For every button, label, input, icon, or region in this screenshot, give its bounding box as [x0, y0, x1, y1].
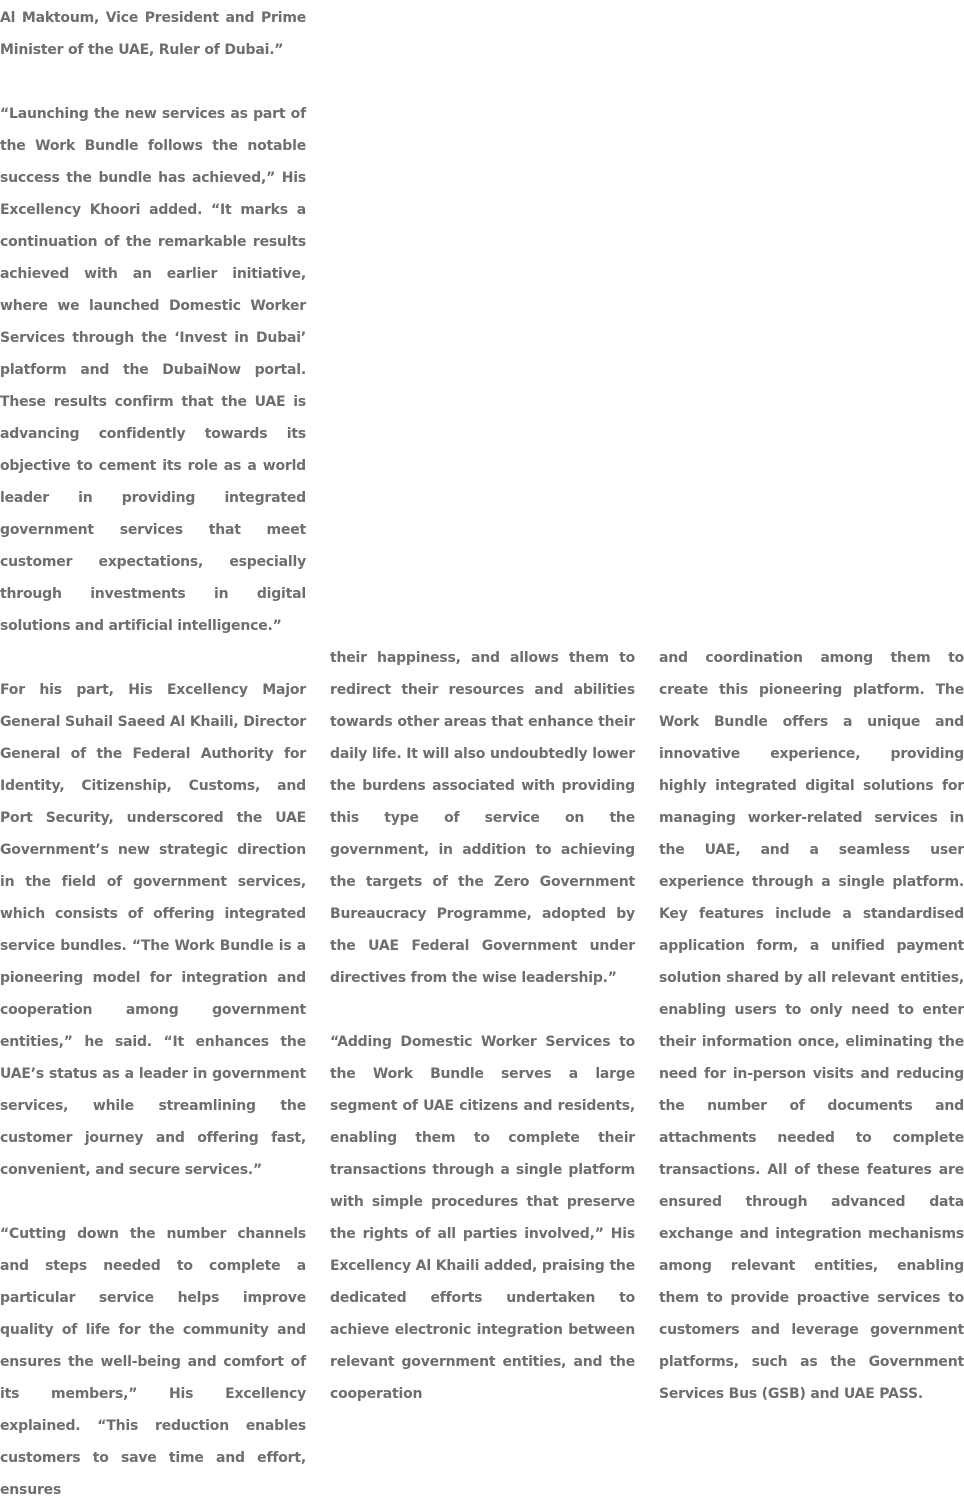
paragraph: and coordination among them to create this pioneering platform. The Work Bundle offers a unique and innovative experience, providing highly integrated digital solutions for managing worker-related services in the UAE, and a seamless user experience through a single platform. Key features include a standardised application form, a unified payment solution shared by all relevant entities, enabling users to only need to enter their information once, eliminating the need for in-person visits and reducing the number of documents and attachments needed to complete transactions. All of these features are ensured through advanced data exchange and integration mechanisms among relevant entities, enabling them to provide proactive services to customers and leverage government platforms, such as the Government Services Bus (GSB) and UAE PASS. [659, 650, 964, 1402]
article-column-2 [330, 642, 635, 1410]
article-column-3 [659, 642, 964, 1410]
paragraph: Al Maktoum, Vice President and Prime Minister of the UAE, Ruler of Dubai.” [0, 10, 306, 58]
paragraph: their happiness, and allows them to redirect their resources and abilities towards other areas that enhance their daily life. It will also undoubtedly lower the burdens associated with providing this type of service on the government, in addition to achieving the targets of the Zero Government Bureaucracy Programme, adopted by the UAE Federal Government under directives from the wise leadership.” [330, 650, 635, 986]
paragraph: “Cutting down the number channels and steps needed to complete a particular service helps improve quality of life for the community and ensures the well-being and comfort of its members,” His Excellency explained. “This reduction enables customers to save time and effort, ensures [0, 1226, 306, 1498]
paragraph: For his part, His Excellency Major General Suhail Saeed Al Khaili, Director General of the Federal Authority for Identity, Citizenship, Customs, and Port Security, underscored the UAE Government’s new strategic direction in the field of government services, which consists of offering integrated service bundles. “The Work Bundle is a pioneering model for integration and cooperation among government entities,” he said. “It enhances the UAE’s status as a leader in government services, while streamlining the customer journey and offering fast, convenient, and secure services.” [0, 682, 306, 1178]
paragraph: “Launching the new services as part of the Work Bundle follows the notable success the bundle has achieved,” His Excellency Khoori added. “It marks a continuation of the remarkable results achieved with an earlier initiative, where we launched Domestic Worker Services through the ‘Invest in Dubai’ platform and the DubaiNow portal. These results confirm that the UAE is advancing confidently towards its objective to cement its role as a world leader in providing integrated government services that meet customer expectations, especially through investments in digital solutions and artificial intelligence.” [0, 106, 306, 634]
article-column-1 [0, 2, 306, 1506]
paragraph: “Adding Domestic Worker Services to the Work Bundle serves a large segment of UAE citizens and residents, enabling them to complete their transactions through a single platform with simple procedures that preserve the rights of all parties involved,” His Excellency Al Khaili added, praising the dedicated efforts undertaken to achieve electronic integration between relevant government entities, and the cooperation [330, 1034, 635, 1402]
